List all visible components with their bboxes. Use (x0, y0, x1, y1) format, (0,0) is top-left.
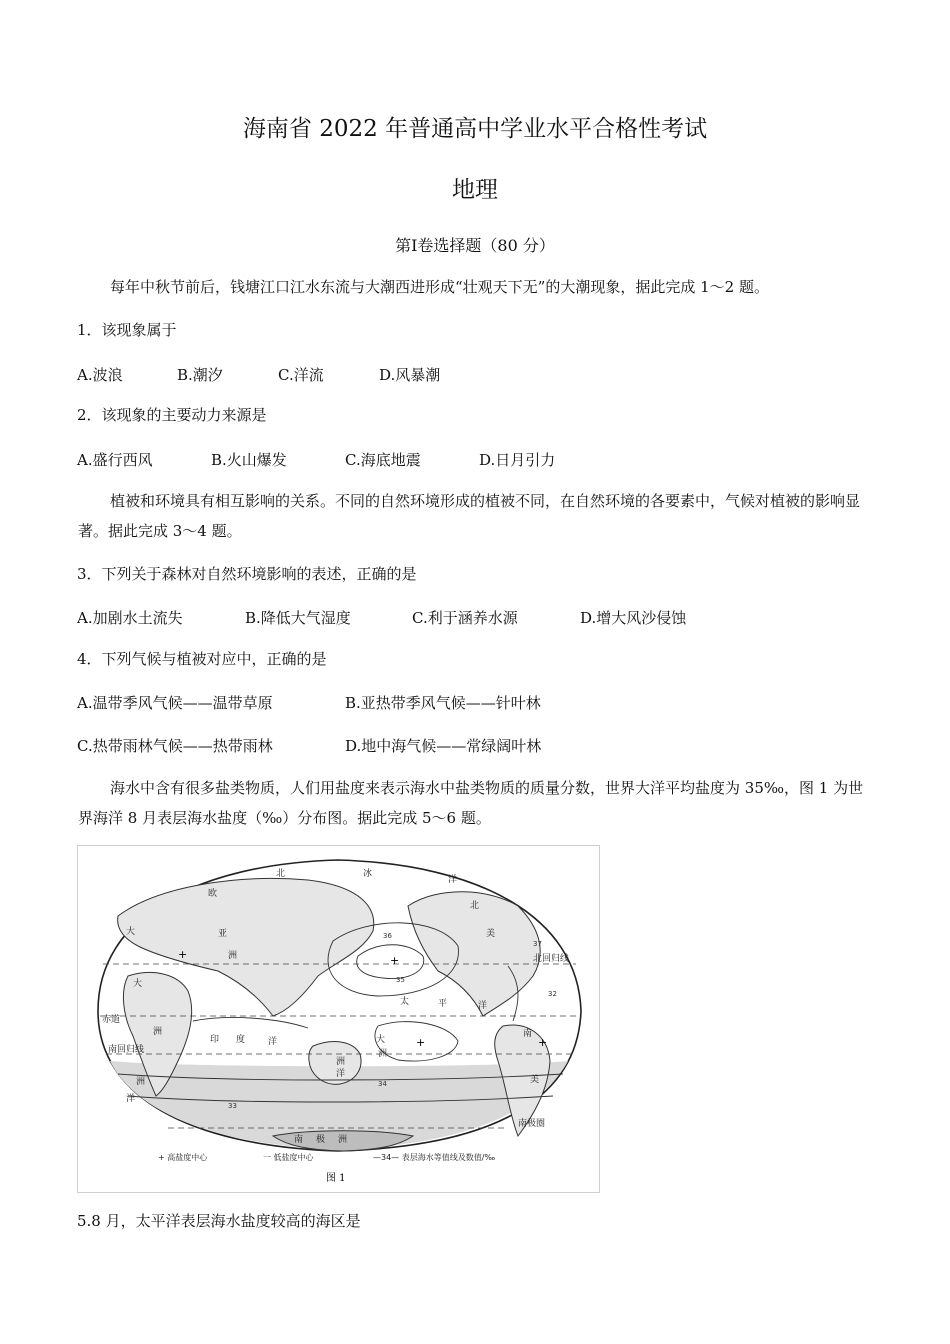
q4-option-a: A.温带季风气候——温带草原 (77, 694, 273, 712)
passage-2: 植被和环境具有相互影响的关系。不同的自然环境形成的植被不同，在自然环境的各要素中，气候对植被的影响显著。据此完成 3～4 题。 (78, 492, 861, 540)
q2-option-c: C.海底地震 (345, 451, 421, 469)
question-5-stem: 5.8 月，太平洋表层海水盐度较高的海区是 (77, 1212, 361, 1230)
question-3-stem: 3．下列关于森林对自然环境影响的表述，正确的是 (77, 565, 417, 583)
q1-option-d: D.风暴潮 (379, 366, 441, 384)
map-label: 洲 (338, 1135, 348, 1145)
q2-option-d: D.日月引力 (479, 451, 556, 469)
map-label: 南 (523, 1029, 533, 1039)
map-label: 度 (236, 1035, 246, 1045)
contour-value-label: 35 (396, 976, 405, 984)
passage-1: 每年中秋节前后，钱塘江口江水东流与大潮西进形成“壮观天下无”的大潮现象，据此完成 1～2 题。 (110, 278, 769, 296)
map-label: 北回归线 (533, 954, 570, 964)
map-label: 赤道 (102, 1015, 121, 1025)
high-salinity-center-marker: + (178, 948, 188, 961)
map-label: 美 (486, 929, 496, 939)
map-label: 洋 (268, 1037, 278, 1047)
legend-high-salinity: + 高盐度中心 (158, 1153, 208, 1162)
world-salinity-map (78, 846, 599, 1192)
contour-value-label: 34 (378, 1080, 387, 1088)
q4-option-c: C.热带雨林气候——热带雨林 (77, 737, 273, 755)
map-label: 极 (316, 1135, 326, 1145)
map-label: 大 (376, 1035, 386, 1045)
salinity-map-figure (77, 845, 600, 1193)
high-salinity-center-marker: + (390, 954, 400, 967)
map-label: 南回归线 (108, 1045, 145, 1055)
section-heading: 第Ⅰ卷选择题（80 分） (395, 236, 555, 255)
map-label: 美 (530, 1075, 540, 1085)
map-label: 北 (276, 869, 286, 879)
legend-isoline: —34— 表层海水等值线及数值/‰ (373, 1153, 496, 1162)
map-label: 洲 (336, 1057, 346, 1067)
q3-option-d: D.增大风沙侵蚀 (580, 609, 687, 627)
q1-option-c: C.洋流 (278, 366, 324, 384)
map-label: 洲 (153, 1027, 163, 1037)
map-label: 南极圈 (518, 1119, 546, 1129)
figure-caption: 图 1 (326, 1173, 346, 1184)
map-label: 洲 (136, 1077, 146, 1087)
map-label: 北 (470, 901, 480, 911)
high-salinity-center-marker: + (416, 1036, 426, 1049)
map-label: 太 (400, 997, 410, 1007)
exam-title: 海南省 2022 年普通高中学业水平合格性考试 (242, 116, 708, 142)
map-label: 平 (438, 999, 448, 1009)
map-label: 南 (294, 1135, 304, 1145)
question-2-stem: 2．该现象的主要动力来源是 (77, 406, 267, 424)
map-label: 洋 (126, 1094, 136, 1104)
q2-option-a: A.盛行西风 (77, 451, 153, 469)
q1-option-a: A.波浪 (77, 366, 123, 384)
map-label: 印 (210, 1035, 220, 1045)
q3-option-b: B.降低大气湿度 (245, 609, 351, 627)
q1-option-b: B.潮汐 (177, 366, 223, 384)
map-label: 洲 (228, 951, 238, 961)
contour-value-label: 33 (228, 1102, 237, 1110)
q4-option-b: B.亚热带季风气候——针叶林 (345, 694, 541, 712)
contour-value-label: 36 (383, 932, 392, 940)
high-salinity-center-marker: + (538, 1036, 548, 1049)
map-label: 大 (133, 979, 143, 989)
q2-option-b: B.火山爆发 (211, 451, 287, 469)
question-1-stem: 1．该现象属于 (77, 321, 177, 339)
q3-option-a: A.加剧水土流失 (77, 609, 183, 627)
map-label: 洲 (378, 1049, 388, 1059)
legend-low-salinity: 一 低盐度中心 (263, 1153, 314, 1162)
map-label: 洋 (478, 1001, 488, 1011)
subject-title: 地理 (452, 177, 498, 203)
contour-value-label: 32 (548, 990, 557, 998)
contour-value-label: 37 (533, 940, 542, 948)
q4-option-d: D.地中海气候——常绿阔叶林 (345, 737, 542, 755)
map-label: 欧 (208, 889, 218, 899)
passage-3: 海水中含有很多盐类物质，人们用盐度来表示海水中盐类物质的质量分数，世界大洋平均盐度为 35‰，图 1 为世界海洋 8 月表层海水盐度（‰）分布图。据此完成 5～6 题。 (78, 779, 864, 827)
question-4-stem: 4．下列气候与植被对应中，正确的是 (77, 650, 327, 668)
map-label: 洋 (336, 1069, 346, 1079)
map-label: 亚 (218, 929, 228, 939)
map-label: 冰 (363, 869, 373, 879)
map-label: 大 (126, 927, 136, 937)
map-label: 洋 (448, 875, 458, 885)
q3-option-c: C.利于涵养水源 (412, 609, 518, 627)
